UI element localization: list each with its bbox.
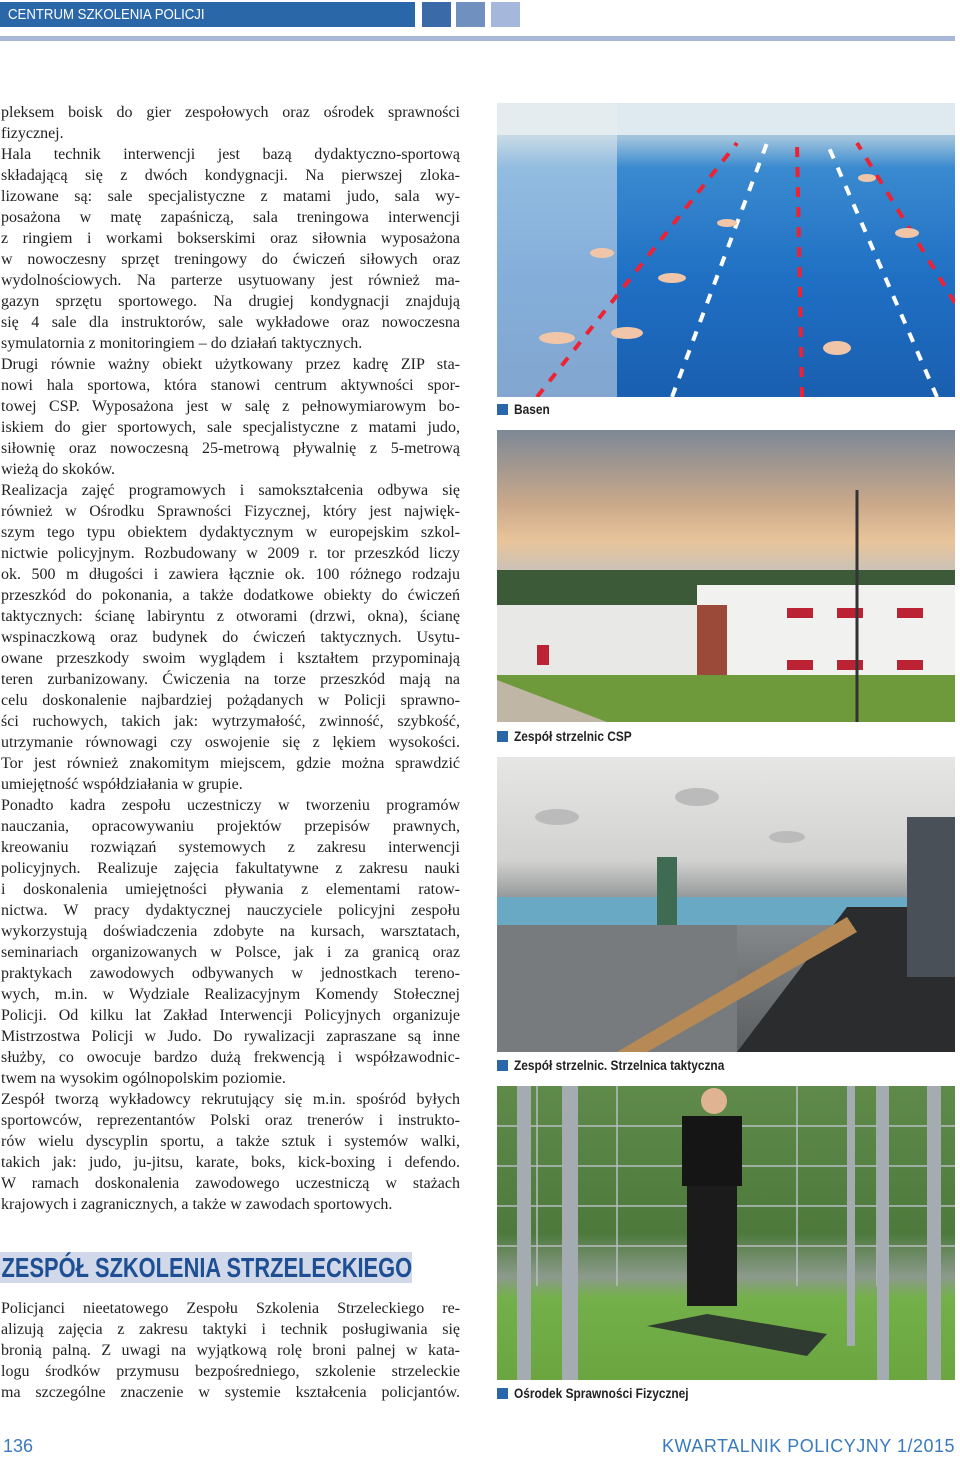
section-body xyxy=(1,1298,460,1403)
text-line: i doskonalenia umiejętności pływania z elementami ratow- xyxy=(1,881,460,898)
text-line: rów wielu dyscyplin sportu, a także sztuk i systemów walki, xyxy=(1,1133,460,1150)
text-line: nictwie policyjnym. Rozbudowany w 2009 r. tor przeszkód liczy xyxy=(1,545,460,562)
caption-bullet-icon xyxy=(497,404,508,415)
caption-tactical-range xyxy=(497,1057,761,1073)
header-square xyxy=(422,2,451,27)
header-square xyxy=(456,2,485,27)
text-line: iskiem do gier sportowych, sale specjalistyczne z matami judo, xyxy=(1,419,460,436)
building-scene xyxy=(497,430,955,722)
text-line: towej CSP. Wyposażona jest w salę z pełnowymiarowym bo- xyxy=(1,398,460,415)
text-line: ma szczególne znaczenie w systemie kształcenia policjantów. xyxy=(1,1384,460,1401)
text-line: przeszkód do pokonania, a także dodatkowe obiekty do ćwiczeń xyxy=(1,587,460,604)
text-line: seminariach organizowanych w Polsce, jak i za granicą oraz xyxy=(1,944,460,961)
text-line: służby, co owocuje bardzo dużą frekwencją i współzawodnic- xyxy=(1,1049,460,1066)
text-line: posażona w matę zapaśniczą, sala treningowa interwencji xyxy=(1,209,460,226)
text-line: ok. 500 m długości i zawiera łącznie ok. 100 różnego rodzaju xyxy=(1,566,460,583)
text-line: gazyn sprzętu sportowego. Na drugiej kondygnacji znajdują xyxy=(1,293,460,310)
section-heading xyxy=(0,1252,412,1283)
header-square xyxy=(491,2,520,27)
caption-fitness-center xyxy=(497,1385,719,1401)
article-body xyxy=(1,102,460,1215)
text-line: Realizacja zajęć programowych i samokształcenia odbywa się xyxy=(1,482,460,499)
header-rule xyxy=(0,36,955,41)
page-number: 136 xyxy=(3,1436,34,1456)
paragraph xyxy=(1,1089,460,1215)
text-line: Hala technik interwencji jest bazą dydaktyczno-sportową xyxy=(1,146,460,163)
text-line: lizowane są: sale specjalistyczne z matami judo, sala wy- xyxy=(1,188,460,205)
text-line: wydolnościowych. Na parterze usytuowany jest również ma- xyxy=(1,272,460,289)
header-title: CENTRUM SZKOLENIA POLICJI xyxy=(8,6,205,23)
text-line: Policjanci nieetatowego Zespołu Szkolenia Strzeleckiego re- xyxy=(1,1300,460,1317)
obstacle-scene xyxy=(497,1086,955,1380)
text-line: fizycznej. xyxy=(1,125,64,142)
caption-pool xyxy=(497,401,556,417)
range-scene xyxy=(497,757,955,1052)
caption-shooting-complex xyxy=(497,728,652,744)
text-line: taktycznych: ścianę labiryntu z otworami (drzwi, okna), ścianę xyxy=(1,608,460,625)
text-line: Policji. Od kilku lat Zakład Interwencji Policyjnych organizuje xyxy=(1,1007,460,1024)
paragraph xyxy=(1,144,460,354)
text-line: z ringiem i workami bokserskimi oraz siłownia wyposażona xyxy=(1,230,460,247)
journal-title: KWARTALNIK POLICYJNY 1/2015 xyxy=(662,1436,955,1456)
paragraph xyxy=(1,354,460,480)
text-line: utrzymanie równowagi czy oswojenie się z lękiem wysokości. xyxy=(1,734,460,751)
caption-bullet-icon xyxy=(497,731,508,742)
text-line: się 4 sale dla instruktorów, sale wykładowe oraz nowoczesna xyxy=(1,314,460,331)
text-line: policyjnych. Realizuje zajęcia fakultatywne z zakresu nauki xyxy=(1,860,460,877)
text-line: teren zurbanizowany. Ćwiczenia na torze przeszkód mają na xyxy=(1,671,460,688)
text-line: celu doskonalenie najbardziej pożądanych w Policji sprawno- xyxy=(1,692,460,709)
text-line: symulatornia z monitoringiem – do działań taktycznych. xyxy=(1,335,363,352)
text-line: logu środków przymusu bezpośredniego, szkolenie strzeleckie xyxy=(1,1363,460,1380)
text-line: Mistrzostwa Policji w Judo. Do rywalizacji zapraszane są inne xyxy=(1,1028,460,1045)
text-line: pleksem boisk do gier zespołowych oraz ośrodek sprawności xyxy=(1,104,460,121)
text-line: kreowaniu rozwiązań systemowych z zakresu interwencji xyxy=(1,839,460,856)
text-line: wykorzystują doświadczenia zdobyte na kursach, warsztatach, xyxy=(1,923,460,940)
text-line: również w Ośrodku Sprawności Fizycznej, który jest najwięk- xyxy=(1,503,460,520)
text-line: praktykach zawodowych odbywanych w jednostkach tereno- xyxy=(1,965,460,982)
text-line: W ramach doskonalenia zawodowego uczestniczą w stażach xyxy=(1,1175,460,1192)
text-line: alizują zajęcia z zakresu taktyki i technik posługiwania się xyxy=(1,1321,460,1338)
text-line: nictwa. W pracy dydaktycznej nauczyciele policyjni zespołu xyxy=(1,902,460,919)
section-heading-text: ZESPÓŁ SZKOLENIA STRZELECKIEGO xyxy=(1,1252,412,1283)
text-line: Drugi równie ważny obiekt użytkowany przez kadrę ZIP sta- xyxy=(1,356,460,373)
running-header xyxy=(0,2,415,27)
text-line: szym tego typu obiektem dydaktycznym w europejskim szkol- xyxy=(1,524,460,541)
caption-text: Zespół strzelnic. Strzelnica taktyczna xyxy=(514,1057,725,1073)
text-line: nowi hala sportowa, która stanowi centrum aktywności spor- xyxy=(1,377,460,394)
caption-bullet-icon xyxy=(497,1388,508,1399)
caption-bullet-icon xyxy=(497,1060,508,1071)
photo-tactical-range xyxy=(497,757,955,1052)
text-line: w nowoczesny sprzęt treningowy do ćwiczeń siłowych oraz xyxy=(1,251,460,268)
photo-shooting-complex xyxy=(497,430,955,722)
text-line: wych, m.in. w Wydziale Realizacyjnym Komendy Stołecznej xyxy=(1,986,460,1003)
paragraph xyxy=(1,480,460,795)
paragraph xyxy=(1,795,460,1089)
caption-text: Zespół strzelnic CSP xyxy=(514,728,632,744)
text-line: Tor jest również znakomitym miejscem, gdzie można sprawdzić xyxy=(1,755,460,772)
paragraph xyxy=(1,102,460,144)
text-line: umiejętność współdziałania w grupie. xyxy=(1,776,243,793)
text-line: krajowych i zagranicznych, a także w zawodach sportowych. xyxy=(1,1196,393,1213)
photo-pool xyxy=(497,103,955,397)
text-line: składającą się z dwóch kondygnacji. Na pierwszej zloka- xyxy=(1,167,460,184)
text-line: bronią palną. Z uwagi na wyjątkową rolę broni palnej w kata- xyxy=(1,1342,460,1359)
text-line: wspinaczkową oraz budynek do ćwiczeń taktycznych. Usytu- xyxy=(1,629,460,646)
text-line: nauczania, opracowywaniu projektów przepisów prawnych, xyxy=(1,818,460,835)
text-line: owane przeszkody swoim wyglądem i kształtem przypominają xyxy=(1,650,460,667)
text-line: wieżą do skoków. xyxy=(1,461,116,478)
caption-text: Basen xyxy=(514,401,550,417)
caption-text: Ośrodek Sprawności Fizycznej xyxy=(514,1385,689,1401)
text-line: twem na wysokim ogólnopolskim poziomie. xyxy=(1,1070,286,1087)
text-line: Zespół tworzą wykładowcy rekrutujący się m.in. spośród byłych xyxy=(1,1091,460,1108)
photo-fitness-center xyxy=(497,1086,955,1380)
text-line: siłownię oraz nowoczesną 25-metrową pływalnię z 5-metrową xyxy=(1,440,460,457)
pool-lanes xyxy=(497,103,955,397)
text-line: ści ruchowych, takich jak: wytrzymałość, zwinność, szybkość, xyxy=(1,713,460,730)
text-line: takich jak: judo, ju-jitsu, karate, boks, kick-boxing i defendo. xyxy=(1,1154,460,1171)
text-line: sportowców, reprezentantów Polski oraz trenerów i instrukto- xyxy=(1,1112,460,1129)
text-line: Ponadto kadra zespołu uczestniczy w tworzeniu programów xyxy=(1,797,460,814)
